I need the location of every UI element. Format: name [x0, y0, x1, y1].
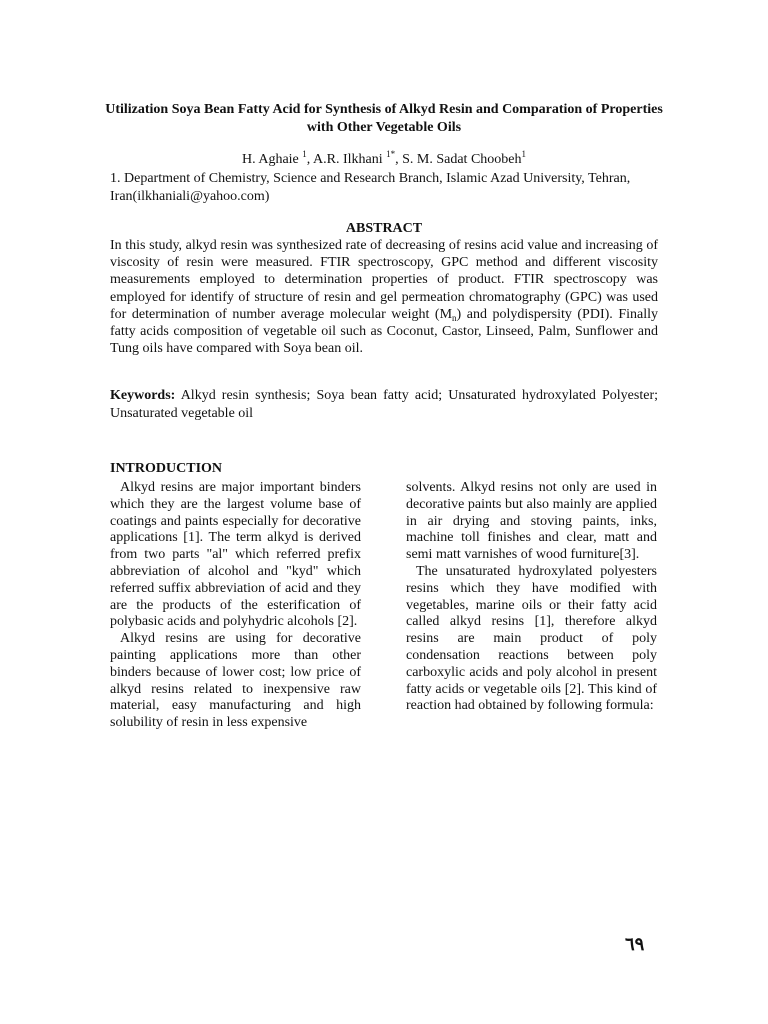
author-affiliation-mark: 1	[521, 149, 526, 159]
abstract-text-part: In this study, alkyd resin was synthesized rate of decreasing of resins acid value and increasing of viscosity of resin were measured. FTIR spectroscopy, GPC method and different viscosity measurements employed to determination properties of product. FTIR spectroscopy was employed for identify of structure of resin and gel permeation chromatography (GPC) was used for determination of number average molecular weight (M	[110, 238, 658, 322]
abstract-subscript: n	[452, 312, 457, 323]
author-name: S. M. Sadat Choobeh	[402, 152, 522, 167]
paragraph: Alkyd resins are using for decorative painting applications more than other binders because of lower cost; low price of alkyd resins related to inexpensive raw material, easy manufacturing and high solubility of resin in less expensive	[110, 631, 361, 731]
introduction-right-column	[406, 480, 657, 715]
author-list: H. Aghaie $^1$, A.R. Ilkhani $^{1*}$, S. M. Sadat Choobeh$^1$	[242, 149, 526, 167]
keywords-text: Alkyd resin synthesis; Soya bean fatty acid; Unsaturated hydroxylated Polyester; Unsaturated vegetable oil	[110, 388, 658, 421]
paragraph: solvents. Alkyd resins not only are used in decorative paints but also mainly are applied in air drying and stoving paints, inks, machine toll finishes and clear, matt and semi matt varnishes of wood furniture[3].	[406, 480, 657, 563]
author-name: H. Aghaie	[242, 152, 299, 167]
abstract-heading: ABSTRACT	[345, 221, 423, 236]
abstract-text	[110, 237, 658, 357]
page-number: ٦٩	[625, 934, 645, 954]
abstract-text-part: ) and polydispersity (PDI). Finally fatty acids composition of vegetable oil such as Coconut, Castor, Linseed, Palm, Sunflower and Tung oils have compared with Soya bean oil.	[110, 306, 658, 357]
introduction-left-column	[110, 480, 361, 732]
introduction-heading: INTRODUCTION	[110, 461, 223, 476]
author-name: A.R. Ilkhani	[313, 152, 383, 167]
paragraph: The unsaturated hydroxylated polyesters resins which they have modified with vegetables, marine oils or their fatty acid called alkyd resins [1], therefore alkyd resins are main product of poly condensation reactions between poly carboxylic acids and poly alcohol in present fatty acids or vegetable oils [2]. This kind of reaction had obtained by following formula:	[406, 563, 657, 714]
keywords-label: Keywords:	[110, 388, 176, 403]
paragraph: Alkyd resins are major important binders which they are the largest volume base of coatings and paints especially for decorative applications [1]. The term alkyd is derived from two parts "al" which referred prefix abbreviation of alcohol and "kyd" which referred suffix abbreviation of acid and they are the products of the esterification of polybasic acids and polyhydric alcohols [2].	[110, 480, 361, 630]
keywords	[110, 387, 658, 423]
author-affiliation-mark: 1*	[386, 149, 396, 159]
author-affiliation: 1. Department of Chemistry, Science and Research Branch, Islamic Azad University, Tehran, Iran(ilkhaniali@yahoo.com)	[110, 171, 631, 204]
paper-title: Utilization Soya Bean Fatty Acid for Synthesis of Alkyd Resin and Comparation of Properties with Other Vegetable Oils	[105, 102, 663, 135]
author-affiliation-mark: 1	[302, 149, 307, 159]
